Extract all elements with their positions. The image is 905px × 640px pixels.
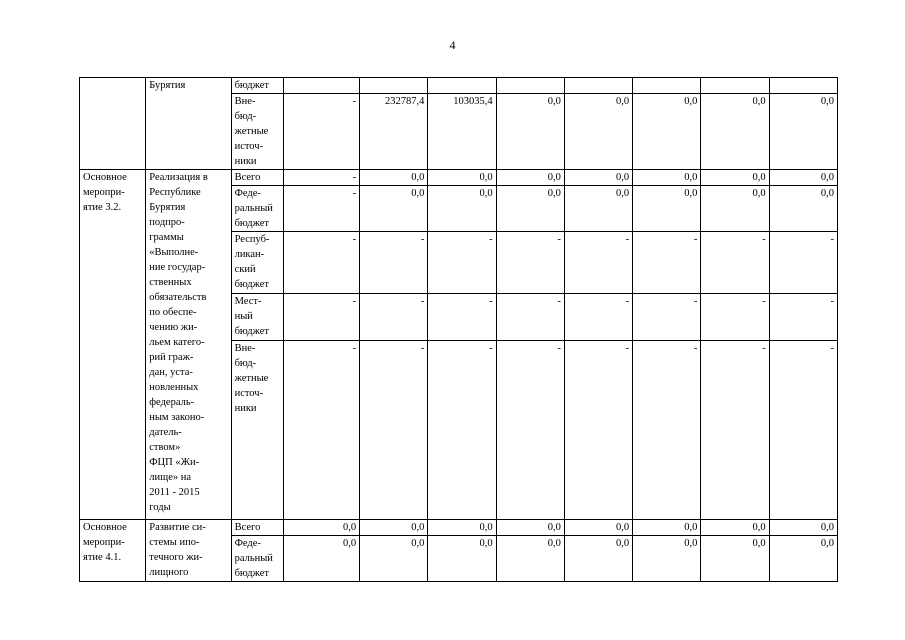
source-cell: Вне- бюд- жетные источ- ники	[231, 94, 283, 170]
measure-name-cell	[80, 78, 146, 170]
value-cell: 0,0	[633, 186, 701, 232]
value-cell: -	[769, 232, 837, 294]
source-cell: Всего	[231, 170, 283, 186]
value-cell	[564, 78, 632, 94]
value-cell: 103035,4	[428, 94, 496, 170]
value-cell: 0,0	[496, 170, 564, 186]
value-cell: -	[428, 294, 496, 341]
value-cell: 0,0	[428, 186, 496, 232]
value-cell: -	[283, 294, 359, 341]
value-cell: 0,0	[769, 520, 837, 536]
value-cell: -	[283, 341, 359, 520]
value-cell: 0,0	[496, 94, 564, 170]
description-cell: Развитие си- стемы ипо- течного жи- лищного	[146, 520, 231, 582]
value-cell	[428, 78, 496, 94]
value-cell	[360, 78, 428, 94]
value-cell: -	[633, 341, 701, 520]
value-cell: 0,0	[428, 520, 496, 536]
source-cell: Мест- ный бюджет	[231, 294, 283, 341]
source-cell: Феде- ральный бюджет	[231, 186, 283, 232]
value-cell: 0,0	[701, 170, 769, 186]
value-cell: -	[428, 341, 496, 520]
value-cell: -	[564, 341, 632, 520]
measure-name-cell: Основное меропри- ятие 4.1.	[80, 520, 146, 582]
value-cell: -	[564, 232, 632, 294]
value-cell: 0,0	[496, 536, 564, 582]
source-cell: Вне- бюд- жетные источ- ники	[231, 341, 283, 520]
value-cell: 0,0	[633, 520, 701, 536]
value-cell: 0,0	[360, 536, 428, 582]
value-cell: -	[701, 341, 769, 520]
value-cell: 232787,4	[360, 94, 428, 170]
table-row	[80, 170, 838, 186]
source-cell: бюджет	[231, 78, 283, 94]
value-cell: 0,0	[496, 520, 564, 536]
value-cell: 0,0	[769, 536, 837, 582]
value-cell: -	[633, 232, 701, 294]
value-cell: 0,0	[496, 186, 564, 232]
value-cell: -	[496, 294, 564, 341]
value-cell: -	[769, 294, 837, 341]
value-cell: -	[564, 294, 632, 341]
value-cell	[633, 78, 701, 94]
value-cell: 0,0	[701, 520, 769, 536]
page-number: 4	[449, 38, 456, 52]
value-cell: -	[283, 94, 359, 170]
value-cell: 0,0	[769, 170, 837, 186]
value-cell: 0,0	[283, 536, 359, 582]
value-cell: 0,0	[701, 94, 769, 170]
value-cell: -	[283, 186, 359, 232]
value-cell: 0,0	[564, 186, 632, 232]
funding-table	[79, 77, 838, 582]
measure-name-cell: Основное меропри- ятие 3.2.	[80, 170, 146, 520]
source-cell: Феде- ральный бюджет	[231, 536, 283, 582]
description-cell: Бурятия	[146, 78, 231, 170]
value-cell	[283, 78, 359, 94]
value-cell: 0,0	[701, 186, 769, 232]
value-cell: 0,0	[769, 94, 837, 170]
value-cell: 0,0	[283, 520, 359, 536]
source-cell: Всего	[231, 520, 283, 536]
value-cell: -	[360, 341, 428, 520]
value-cell: -	[283, 232, 359, 294]
value-cell: -	[360, 232, 428, 294]
value-cell: 0,0	[564, 536, 632, 582]
value-cell: -	[633, 294, 701, 341]
value-cell	[496, 78, 564, 94]
value-cell: 0,0	[564, 94, 632, 170]
value-cell: -	[283, 170, 359, 186]
value-cell: 0,0	[428, 536, 496, 582]
value-cell: 0,0	[633, 536, 701, 582]
value-cell: 0,0	[633, 170, 701, 186]
value-cell	[701, 78, 769, 94]
value-cell: 0,0	[769, 186, 837, 232]
value-cell: -	[701, 294, 769, 341]
value-cell: -	[496, 232, 564, 294]
value-cell: 0,0	[564, 520, 632, 536]
value-cell: 0,0	[633, 94, 701, 170]
description-cell: Реализация в Республике Бурятия подпро- граммы «Выполне- ние государ- ственных обязательств по обеспе- чению жи- льем катего- рий граж- дан, уста- новленных федераль- ным законо- датель- ством» ФЦП «Жи- лище» на 2011 - 2015 годы	[146, 170, 231, 520]
value-cell: 0,0	[360, 520, 428, 536]
value-cell: -	[428, 232, 496, 294]
table-row	[80, 520, 838, 536]
value-cell: -	[496, 341, 564, 520]
value-cell: 0,0	[428, 170, 496, 186]
value-cell: 0,0	[360, 186, 428, 232]
value-cell: 0,0	[360, 170, 428, 186]
value-cell: -	[360, 294, 428, 341]
value-cell: -	[701, 232, 769, 294]
value-cell	[769, 78, 837, 94]
value-cell: 0,0	[564, 170, 632, 186]
value-cell: 0,0	[701, 536, 769, 582]
value-cell: -	[769, 341, 837, 520]
table-row	[80, 78, 838, 94]
source-cell: Респуб- ликан- ский бюджет	[231, 232, 283, 294]
